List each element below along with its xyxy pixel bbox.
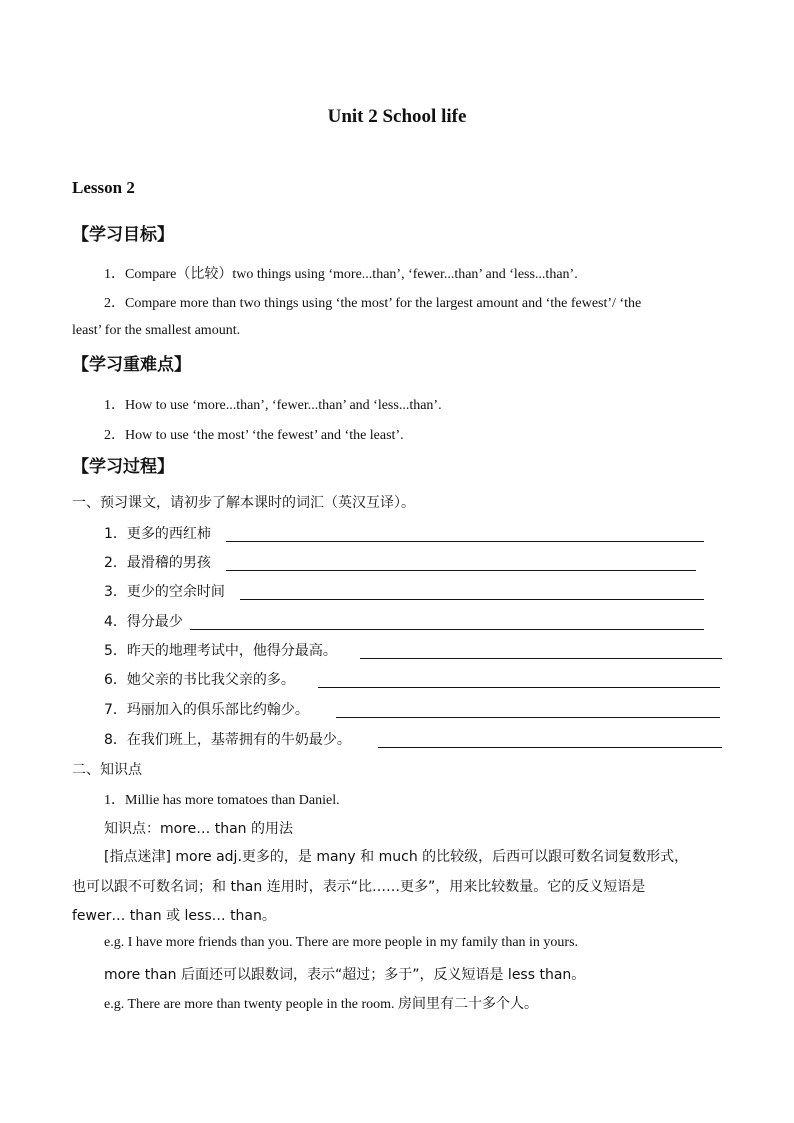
knowledge-heading: 二、知识点	[72, 762, 142, 778]
vocab-item-1: 1．更多的西红柿	[104, 526, 211, 542]
explanation-line-3: fewer… than 或 less… than。	[72, 908, 276, 924]
vocab-item-2: 2．最滑稽的男孩	[104, 555, 211, 571]
explanation-line-1: [指点迷津] more adj.更多的，是 many 和 much 的比较级，后西可以跟可数名词复数形式，	[104, 849, 689, 865]
objectives-heading: 【学习目标】	[72, 225, 174, 245]
example-sentence-1: 1．Millie has more tomatoes than Daniel.	[104, 793, 340, 808]
vocab-heading: 一、预习课文，请初步了解本课时的词汇（英汉互译）。	[72, 495, 415, 511]
page-title: Unit 2 School life	[327, 106, 467, 127]
objective-2-continued: least’ for the smallest amount.	[72, 323, 241, 338]
process-heading: 【学习过程】	[72, 457, 174, 477]
answer-blank-3[interactable]	[240, 599, 704, 600]
vocab-item-8: 8．在我们班上，基蒂拥有的牛奶最少。	[104, 732, 351, 748]
answer-blank-7[interactable]	[336, 717, 720, 718]
answer-blank-2[interactable]	[226, 570, 696, 571]
answer-blank-4[interactable]	[190, 629, 704, 630]
lesson-heading: Lesson 2	[72, 178, 135, 197]
objective-1: 1．Compare（比较）two things using ‘more...than’, ‘fewer...than’ and ‘less...than’.	[104, 267, 578, 282]
key-points-heading: 【学习重难点】	[72, 355, 191, 375]
vocab-item-5: 5．昨天的地理考试中，他得分最高。	[104, 643, 337, 659]
key-point-1: 1．How to use ‘more...than’, ‘fewer...than’ and ‘less...than’.	[104, 398, 442, 413]
more-than-note: more than 后面还可以跟数词，表示“超过；多于”，反义短语是 less than。	[104, 967, 586, 983]
knowledge-point-label: 知识点：more… than 的用法	[104, 821, 293, 837]
objective-2: 2．Compare more than two things using ‘the most’ for the largest amount and ‘the fewest’/ ‘the	[104, 296, 642, 311]
answer-blank-6[interactable]	[318, 687, 720, 688]
vocab-item-4: 4．得分最少	[104, 614, 183, 630]
vocab-item-7: 7．玛丽加入的俱乐部比约翰少。	[104, 702, 309, 718]
example-line-2: e.g. There are more than twenty people in the room. 房间里有二十多个人。	[104, 997, 539, 1012]
answer-blank-5[interactable]	[360, 658, 722, 659]
answer-blank-8[interactable]	[378, 747, 722, 748]
vocab-item-3: 3．更少的空余时间	[104, 584, 225, 600]
example-line-1: e.g. I have more friends than you. There are more people in my family than in yours.	[104, 935, 579, 950]
explanation-line-2: 也可以跟不可数名词；和 than 连用时，表示“比……更多”，用来比较数量。它的反义短语是	[72, 879, 646, 895]
vocab-item-6: 6．她父亲的书比我父亲的多。	[104, 672, 295, 688]
key-point-2: 2．How to use ‘the most’ ‘the fewest’ and ‘the least’.	[104, 428, 404, 443]
answer-blank-1[interactable]	[226, 541, 704, 542]
